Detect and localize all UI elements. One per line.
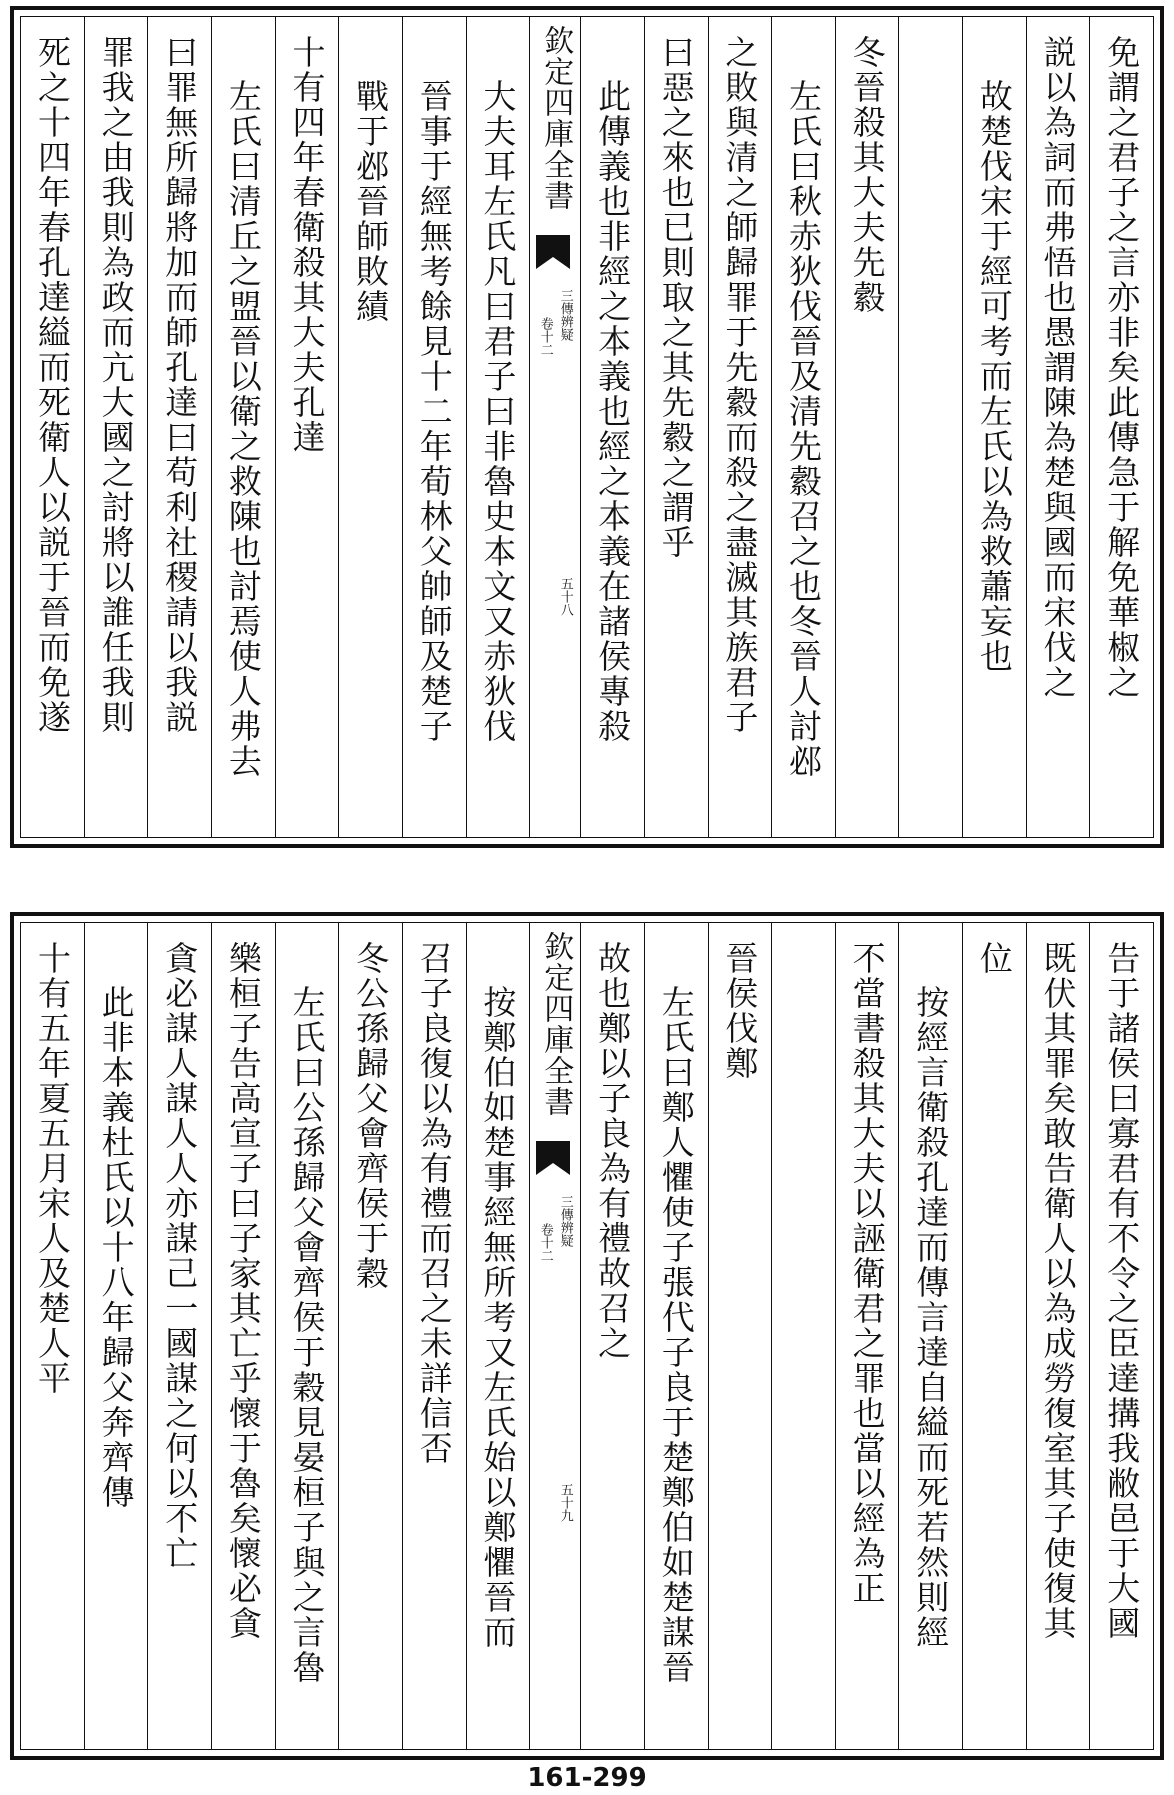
text-column [835,17,899,837]
text-column [211,923,275,1749]
center-fold-strip [529,923,580,1749]
fish-tail-mark-icon [534,1139,572,1179]
column-text: 召子良復以為有禮而召之未詳信否 [414,941,454,1466]
column-text: 戰于邲晉師敗績 [351,79,391,324]
text-column [211,17,275,837]
column-text: 曰罪無所歸將加而師孔達曰苟利社稷請以我説 [160,35,200,735]
upper-page-frame [10,6,1164,848]
text-column [466,17,530,837]
column-text: 按鄭伯如楚事經無所考又左氏始以鄭懼晉而 [478,985,518,1650]
book-title: 三傳辨疑 [557,1195,573,1247]
column-text: 此非本義杜氏以十八年歸父奔齊傳 [96,985,136,1510]
folio-number: 五十八 [557,577,573,616]
book-series-title: 欽定四庫全書 [538,25,574,211]
column-text: 十有五年夏五月宋人及楚人平 [32,941,72,1396]
text-column [771,17,835,837]
column-text: 左氏曰公孫歸父會齊侯于穀見晏桓子與之言魯 [287,985,327,1685]
column-text: 晉事于經無考餘見十二年荀林父帥師及楚子 [414,79,454,744]
text-column [21,923,84,1749]
book-series-title: 欽定四庫全書 [538,931,574,1117]
chapter-number: 卷十二 [537,317,553,356]
text-column [771,923,835,1749]
page-number: 161-299 [527,1763,647,1793]
text-column [466,923,530,1749]
column-text: 告于諸侯曰寡君有不令之臣達搆我敝邑于大國 [1102,941,1142,1641]
text-column [644,17,708,837]
column-text: 罪我之由我則為政而亢大國之討將以誰任我則 [96,35,136,735]
text-column [962,923,1026,1749]
fish-tail-mark-icon [534,233,572,273]
text-column [84,923,148,1749]
text-column [1089,17,1153,837]
column-text: 此傳義也非經之本義也經之本義在諸侯專殺 [593,79,633,744]
column-text: 免謂之君子之言亦非矣此傳急于解免華椒之 [1102,35,1142,700]
text-column [21,17,84,837]
column-text: 故也鄭以子良為有禮故召之 [593,941,633,1361]
column-text: 死之十四年春孔達縊而死衛人以説于晉而免遂 [32,35,72,735]
column-text: 左氏曰清丘之盟晉以衛之救陳也討焉使人弗去 [223,79,263,779]
column-text: 左氏曰鄭人懼使子張代子良于楚鄭伯如楚謀晉 [656,985,696,1685]
column-text: 樂桓子告高宣子曰子家其亡乎懷于魯矣懷必貪 [223,941,263,1641]
text-column [1089,923,1153,1749]
column-text: 冬晉殺其大夫先縠 [847,35,887,315]
text-column [835,923,899,1749]
text-column [644,923,708,1749]
text-column [1026,17,1090,837]
column-text: 位 [974,941,1014,976]
center-fold-strip [529,17,580,837]
text-column [402,17,466,837]
column-text: 冬公孫歸父會齊侯于穀 [351,941,391,1291]
column-text: 按經言衛殺孔達而傳言達自縊而死若然則經 [911,985,951,1650]
book-title: 三傳辨疑 [557,289,573,341]
text-column [147,17,211,837]
folio-number: 五十九 [557,1483,573,1522]
column-text: 晉侯伐鄭 [720,941,760,1081]
text-column [338,923,402,1749]
text-column [402,923,466,1749]
text-column [708,17,772,837]
text-column [338,17,402,837]
text-column [580,923,644,1749]
column-text: 十有四年春衛殺其大夫孔達 [287,35,327,455]
text-column [580,17,644,837]
upper-page-columns [20,16,1154,838]
text-column [84,17,148,837]
column-text: 貪必謀人謀人人亦謀己一國謀之何以不亡 [160,941,200,1571]
column-text: 左氏曰秋赤狄伐晉及清先縠召之也冬晉人討邲 [783,79,823,779]
column-text: 不當書殺其大夫以誣衛君之罪也當以經為正 [847,941,887,1606]
column-text: 之敗與清之師歸罪于先縠而殺之盡滅其族君子 [720,35,760,735]
text-column [898,17,962,837]
column-text: 故楚伐宋于經可考而左氏以為救蕭妄也 [974,79,1014,674]
text-column [962,17,1026,837]
text-column [1026,923,1090,1749]
column-text: 既伏其罪矣敢告衛人以為成勞復室其子使復其 [1038,941,1078,1641]
text-column [898,923,962,1749]
text-column [275,923,339,1749]
text-column [147,923,211,1749]
lower-page-columns [20,922,1154,1750]
text-column [708,923,772,1749]
column-text: 説以為詞而弗悟也愚謂陳為楚與國而宋伐之 [1038,35,1078,700]
lower-page-frame [10,912,1164,1760]
text-column [275,17,339,837]
column-text: 曰惡之來也已則取之其先縠之謂乎 [656,35,696,560]
column-text: 大夫耳左氏凡曰君子曰非魯史本文又赤狄伐 [478,79,518,744]
chapter-number: 卷十二 [537,1223,553,1262]
